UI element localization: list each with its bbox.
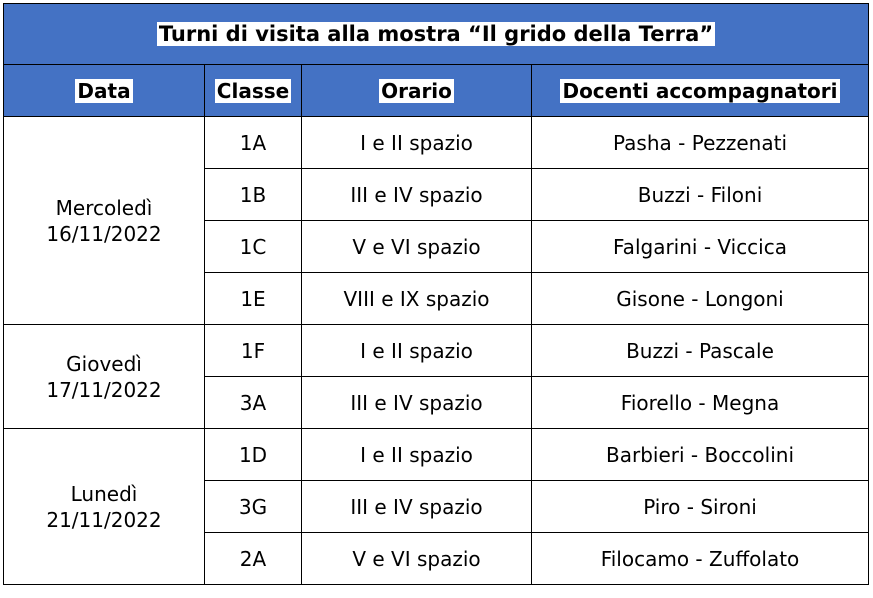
header-classe-label: Classe (216, 78, 290, 103)
table-title: Turni di visita alla mostra “Il grido della Terra” (158, 22, 714, 46)
header-row (4, 65, 869, 117)
header-docenti-label: Docenti accompagnatori (562, 78, 838, 103)
schedule-body (4, 117, 869, 585)
classe-cell: 1B (205, 169, 302, 221)
orario-cell: III e IV spazio (302, 377, 532, 429)
classe-cell: 2A (205, 533, 302, 585)
title-cell (4, 4, 869, 65)
day-label: Giovedì (66, 351, 142, 376)
header-data-label: Data (77, 78, 131, 103)
orario-cell: V e VI spazio (302, 533, 532, 585)
docenti-cell: Filocamo - Zuffolato (532, 533, 869, 585)
header-orario (302, 65, 532, 117)
classe-cell: 3A (205, 377, 302, 429)
classe-cell: 1C (205, 221, 302, 273)
orario-cell: I e II spazio (302, 117, 532, 169)
docenti-cell: Gisone - Longoni (532, 273, 869, 325)
docenti-cell: Pasha - Pezzenati (532, 117, 869, 169)
docenti-cell: Buzzi - Filoni (532, 169, 869, 221)
header-docenti (532, 65, 869, 117)
date-label: 17/11/2022 (46, 377, 162, 402)
date-label: 21/11/2022 (46, 507, 162, 532)
title-row (4, 4, 869, 65)
header-orario-label: Orario (381, 78, 452, 103)
table-row (4, 325, 869, 377)
table-row (4, 117, 869, 169)
classe-cell: 1A (205, 117, 302, 169)
day-label: Mercoledì (55, 195, 153, 220)
classe-cell: 1F (205, 325, 302, 377)
orario-cell: III e IV spazio (302, 481, 532, 533)
docenti-cell: Falgarini - Viccica (532, 221, 869, 273)
date-cell (4, 117, 205, 325)
day-label: Lunedì (70, 481, 138, 506)
table-row (4, 429, 869, 481)
date-cell (4, 325, 205, 429)
orario-cell: I e II spazio (302, 325, 532, 377)
docenti-cell: Barbieri - Boccolini (532, 429, 869, 481)
classe-cell: 3G (205, 481, 302, 533)
docenti-cell: Buzzi - Pascale (532, 325, 869, 377)
orario-cell: VIII e IX spazio (302, 273, 532, 325)
classe-cell: 1E (205, 273, 302, 325)
date-cell (4, 429, 205, 585)
orario-cell: V e VI spazio (302, 221, 532, 273)
date-label: 16/11/2022 (46, 221, 162, 246)
orario-cell: I e II spazio (302, 429, 532, 481)
header-classe (205, 65, 302, 117)
header-data (4, 65, 205, 117)
docenti-cell: Fiorello - Megna (532, 377, 869, 429)
orario-cell: III e IV spazio (302, 169, 532, 221)
schedule-table (3, 3, 869, 585)
classe-cell: 1D (205, 429, 302, 481)
docenti-cell: Piro - Sironi (532, 481, 869, 533)
